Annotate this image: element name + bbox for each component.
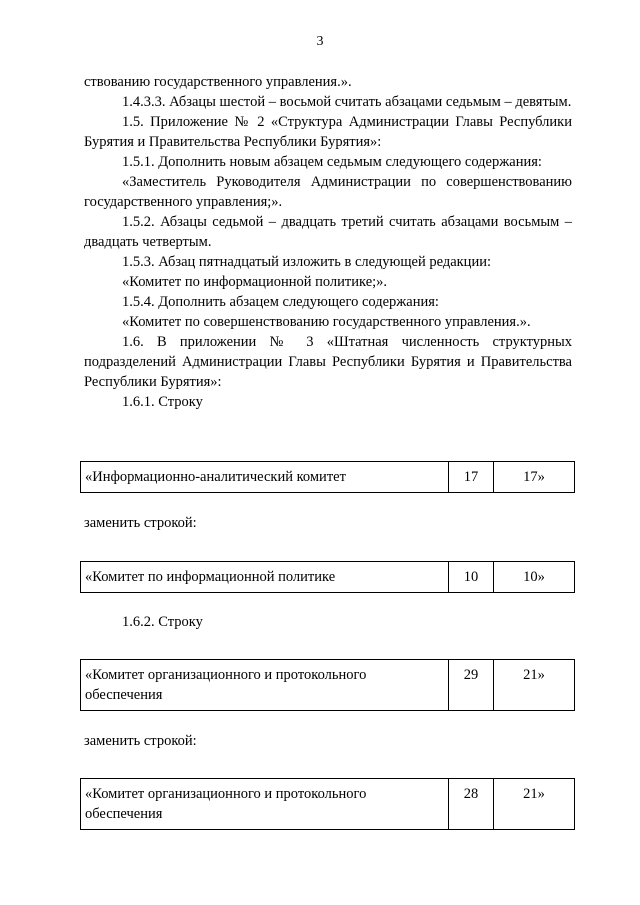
paragraph: «Заместитель Руководителя Администрации по совершенствованию государственного управления;». — [84, 174, 572, 210]
replace-label: заменить строкой: — [84, 515, 197, 531]
body-text — [84, 72, 572, 412]
paragraph: 1.5. Приложение № 2 «Структура Администрации Главы Республики Бурятия и Правительства Республики Бурятия»: — [84, 114, 572, 150]
table-row — [81, 562, 575, 593]
table-cell-value: 21» — [494, 660, 575, 711]
item-1-6-2: 1.6.2. Строку — [122, 614, 203, 630]
paragraph: «Комитет по информационной политике;». — [122, 274, 388, 290]
paragraph: 1.5.1. Дополнить новым абзацем седьмым следующего содержания: — [122, 154, 542, 170]
paragraph: «Комитет по совершенствованию государственного управления.». — [122, 314, 531, 330]
table-cell-value: 10 — [449, 562, 494, 593]
table-cell-value: 21» — [494, 779, 575, 830]
table-row — [81, 660, 575, 711]
paragraph: 1.4.3.3. Абзацы шестой – восьмой считать абзацами седьмым – девятым. — [122, 94, 572, 110]
paragraph: ствованию государственного управления.». — [84, 74, 352, 90]
table-cell-value: 29 — [449, 660, 494, 711]
staff-table-row-1 — [80, 461, 575, 493]
table-cell-name: «Комитет по информационной политике — [81, 562, 449, 593]
paragraph: 1.6.1. Строку — [122, 394, 203, 410]
paragraph: 1.5.4. Дополнить абзацем следующего содержания: — [122, 294, 439, 310]
paragraph: 1.5.3. Абзац пятнадцатый изложить в следующей редакции: — [122, 254, 491, 270]
table-row — [81, 462, 575, 493]
table-cell-name: «Комитет организационного и протокольного обеспечения — [81, 779, 449, 830]
table-cell-name: «Информационно-аналитический комитет — [81, 462, 449, 493]
paragraph: 1.6. В приложении № 3 «Штатная численность структурных подразделений Администрации Главы Республики Бурятия и Правительства Республики Бурятия»: — [84, 334, 572, 390]
staff-table-row-4 — [80, 778, 575, 830]
table-cell-value: 17 — [449, 462, 494, 493]
table-cell-value: 10» — [494, 562, 575, 593]
table-cell-value: 17» — [494, 462, 575, 493]
table-cell-name: «Комитет организационного и протокольного обеспечения — [81, 660, 449, 711]
staff-table-row-3 — [80, 659, 575, 711]
table-row — [81, 779, 575, 830]
page-number: 3 — [316, 34, 324, 49]
table-cell-value: 28 — [449, 779, 494, 830]
staff-table-row-2 — [80, 561, 575, 593]
replace-label: заменить строкой: — [84, 733, 197, 749]
paragraph: 1.5.2. Абзацы седьмой – двадцать третий считать абзацами восьмым – двадцать четвертым. — [84, 214, 572, 250]
